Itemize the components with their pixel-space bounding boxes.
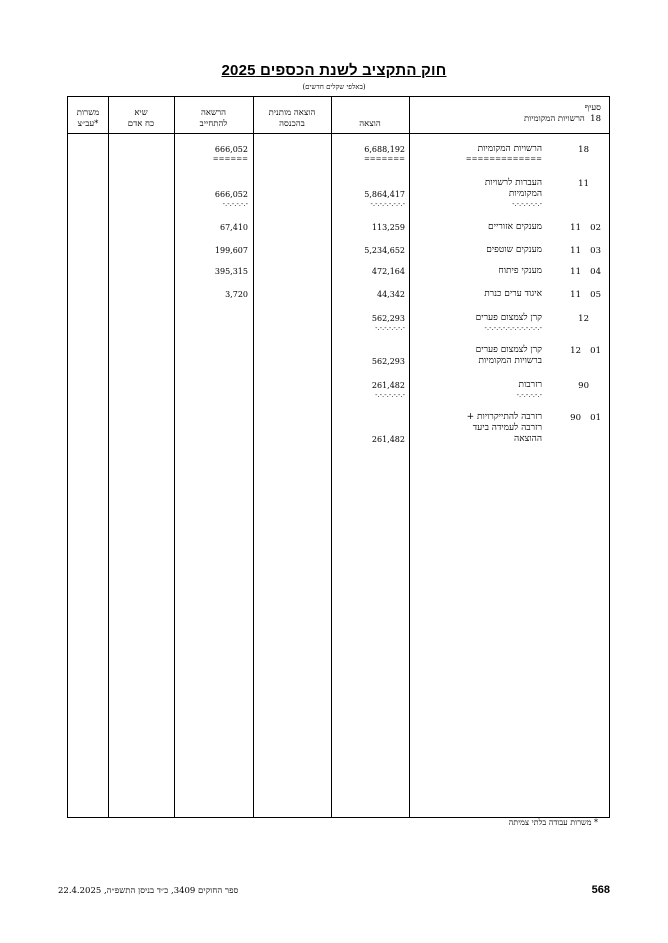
- row-label: [392, 144, 542, 155]
- commitment-value: 395,315: [214, 267, 248, 276]
- header-staff: משרות עב״צ*: [76, 108, 100, 129]
- commitment-underline: -.-.-.-.-.-: [222, 200, 248, 208]
- page-number: 568: [591, 884, 610, 896]
- row-label: [392, 266, 542, 277]
- row-label-line: העברות לרשויות: [484, 178, 542, 188]
- row-label: [392, 178, 542, 200]
- commitment-value: 3,720: [225, 290, 248, 299]
- header-divider: [68, 133, 609, 134]
- column-divider: [409, 97, 410, 817]
- row-label-line: קרן לצמצום פערים: [475, 345, 542, 355]
- section-code: 12: [570, 346, 581, 356]
- expense-value: 261,482: [371, 435, 405, 444]
- section-code: 11: [570, 267, 581, 277]
- row-label-line: רזרבות: [518, 380, 542, 390]
- subsection-code: 04: [590, 267, 601, 277]
- row-label: [392, 345, 542, 367]
- budget-table: [67, 96, 610, 818]
- expense-underline: -.-.-.-.-.-.-.-: [370, 200, 405, 208]
- section-code: 11: [570, 223, 581, 233]
- expense-underline: -.-.-.-.-.-.-: [375, 324, 405, 332]
- subsection-code: 03: [590, 246, 601, 256]
- footnote: * משרות עבודה בלתי צמיתה: [508, 818, 598, 827]
- header-conditional: הוצאה מותנית בהכנסה: [268, 108, 316, 129]
- publication-info: ספר החוקים 3409, כ״ד בניסן התשפ״ה, 22.4.2025: [58, 886, 239, 896]
- row-label-line: רזרבה לעמידה ביעד: [472, 423, 542, 433]
- section-code: 90: [570, 413, 581, 423]
- expense-value: 562,293: [371, 314, 405, 323]
- expense-value: 261,482: [371, 381, 405, 390]
- header-expense: הוצאה: [359, 119, 381, 129]
- header-section: סעיף 18 הרשויות המקומיות: [523, 103, 601, 124]
- subsection-code: 05: [590, 290, 601, 300]
- row-label: [392, 412, 542, 445]
- row-label-line: ברשויות המקומיות: [478, 356, 542, 366]
- section-code: 11: [578, 179, 589, 189]
- page-title: חוק התקציב לשנת הכספים 2025: [221, 62, 447, 79]
- row-label: [392, 289, 542, 300]
- section-code: 90: [578, 381, 589, 391]
- label-underline: =============: [465, 155, 542, 163]
- commitment-value: 666,052: [214, 190, 248, 199]
- column-divider: [108, 97, 109, 817]
- commitment-value: 67,410: [220, 223, 248, 232]
- row-label-line: קרן לצמצום פערים: [475, 313, 542, 323]
- subsection-code: 01: [590, 413, 601, 423]
- row-label-line: איגוד ערים כנרת: [484, 289, 542, 299]
- page-subtitle: (באלפי שקלים חדשים): [302, 83, 366, 91]
- column-divider: [253, 97, 254, 817]
- row-label: [392, 313, 542, 324]
- label-underline: -.-.-.-.-.-.-: [512, 200, 542, 208]
- expense-underline: =======: [363, 155, 405, 163]
- section-code: 12: [578, 314, 589, 324]
- header-peak: שיא כח אדם: [127, 108, 155, 129]
- commitment-value: 199,607: [214, 246, 248, 255]
- subsection-code: 01: [590, 346, 601, 356]
- expense-value: 113,259: [371, 223, 405, 232]
- row-label: [392, 245, 542, 256]
- label-underline: -.-.-.-.-.-: [516, 391, 542, 399]
- expense-value: 472,164: [371, 267, 405, 276]
- expense-underline: -.-.-.-.-.-.-: [375, 391, 405, 399]
- expense-value: 562,293: [371, 357, 405, 366]
- row-label-line: מענקי פיתוח: [498, 266, 542, 276]
- section-code: 11: [570, 246, 581, 256]
- row-label: [392, 222, 542, 233]
- row-label-line: מענקים אזוריים: [488, 222, 542, 232]
- section-code: 18: [578, 145, 589, 155]
- commitment-value: 666,052: [214, 145, 248, 154]
- label-underline: -.-.-.-.-.-.-.-.-.-.-.-.-: [484, 324, 542, 332]
- row-label-line: הרשויות המקומיות: [477, 144, 542, 154]
- commitment-underline: ======: [212, 155, 248, 163]
- section-code: 11: [570, 290, 581, 300]
- expense-value: 5,864,417: [364, 190, 405, 199]
- row-label-line: מענקים שוטפים: [486, 245, 542, 255]
- expense-value: 5,234,652: [364, 246, 405, 255]
- subsection-code: 02: [590, 223, 601, 233]
- header-commit: הרשאה להתחייב: [199, 108, 228, 129]
- row-label-line: המקומיות: [508, 189, 542, 199]
- expense-value: 44,342: [377, 290, 405, 299]
- expense-value: 6,688,192: [364, 145, 405, 154]
- row-label-line: רזרבה להתייקרויות +: [466, 412, 542, 422]
- row-label-line: ההוצאה: [514, 434, 542, 444]
- row-label: [392, 380, 542, 391]
